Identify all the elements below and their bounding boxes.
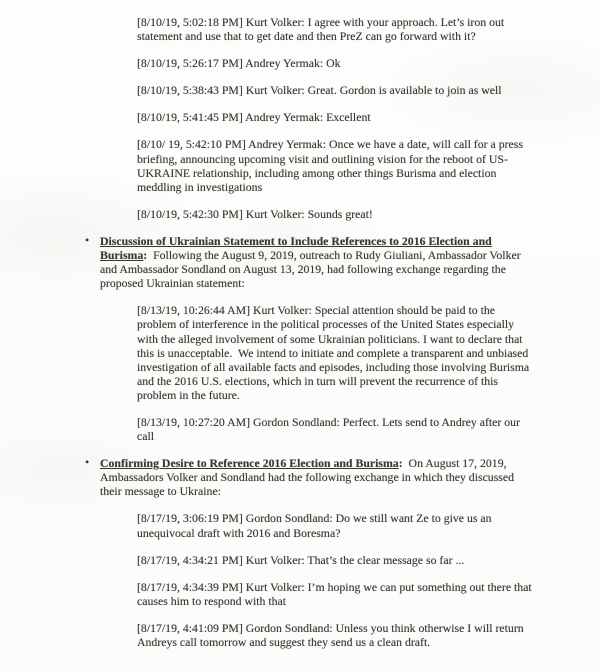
document-content [0, 15, 600, 662]
chat-message: [8/13/19, 10:26:44 AM] Kurt Volker: Special attention should be paid to the problem of interference in the political processes of the United States especially with the alleged involvement of some Ukrainian politicians. I want to declare that this is unacceptable. We intend to initiate and complete a transparent and unbiased investigation of all available facts and episodes, including those involving Burisma and the 2016 U.S. elections, which in turn will prevent the recurrence of this problem in the future. [137, 303, 533, 402]
chat-message: [8/10/19, 5:02:18 PM] Kurt Volker: I agree with your approach. Let’s iron out statement and use that to get date and then PreZ can go forward with it? [137, 15, 508, 44]
bullet-marker: • [85, 232, 90, 247]
chat-message: [8/10/19, 5:42:30 PM] Kurt Volker: Sounds great! [137, 206, 373, 221]
bullet-heading: Discussion of Ukrainian Statement to Include References to 2016 Election and Burisma [100, 233, 492, 263]
bullet-body-text: Following the August 9, 2019, outreach to Rudy Giuliani, Ambassador Volker and Ambassador Sondland on August 13, 2019, had following exchange regarding the proposed Ukrainian statement: [100, 248, 524, 291]
bullet-heading-colon: : [398, 456, 403, 471]
chat-message: [8/10/19, 5:41:45 PM] Andrey Yermak: Excellent [137, 110, 371, 125]
chat-message: [8/10/ 19, 5:42:10 PM] Andrey Yermak: Once we have a date, will call for a press briefing, announcing upcoming visit and outlining vision for the reboot of US-UKRAINE relationship, including among other things Burisma and election meddling in investigations [137, 137, 526, 194]
chat-message: [8/17/19, 4:34:21 PM] Kurt Volker: That’s the clear message so far ... [137, 552, 465, 567]
bullet-paragraph [100, 234, 533, 290]
chat-message: [8/10/19, 5:26:17 PM] Andrey Yermak: Ok [137, 56, 341, 71]
bullet-heading: Confirming Desire to Reference 2016 Election and Burisma [100, 456, 399, 471]
chat-message: [8/17/19, 4:34:39 PM] Kurt Volker: I’m hoping we can put something out there that causes him to respond with that [137, 579, 535, 608]
chat-message: [8/13/19, 10:27:20 AM] Gordon Sondland: Perfect. Lets send to Andrey after our call [137, 414, 523, 444]
bullet-marker: • [85, 455, 90, 470]
bullet-body-text: On August 17, 2019, Ambassadors Volker and Sondland had the following exchange in which they discussed their message to Ukraine: [100, 456, 517, 499]
bullet-item [81, 456, 533, 649]
bullet-heading-colon: : [143, 248, 148, 263]
bullet-paragraph [100, 456, 533, 498]
chat-message: [8/10/19, 5:38:43 PM] Kurt Volker: Great. Gordon is available to join as well [137, 83, 502, 98]
chat-message: [8/17/19, 3:06:19 PM] Gordon Sondland: Do we still want Ze to give us an unequivocal draft with 2016 and Boresma? [137, 511, 495, 540]
chat-message: [8/17/19, 4:41:09 PM] Gordon Sondland: Unless you think otherwise I will return Andreys call tomorrow and suggest they send us a clean draft. [137, 620, 526, 649]
bullet-item [81, 234, 533, 443]
